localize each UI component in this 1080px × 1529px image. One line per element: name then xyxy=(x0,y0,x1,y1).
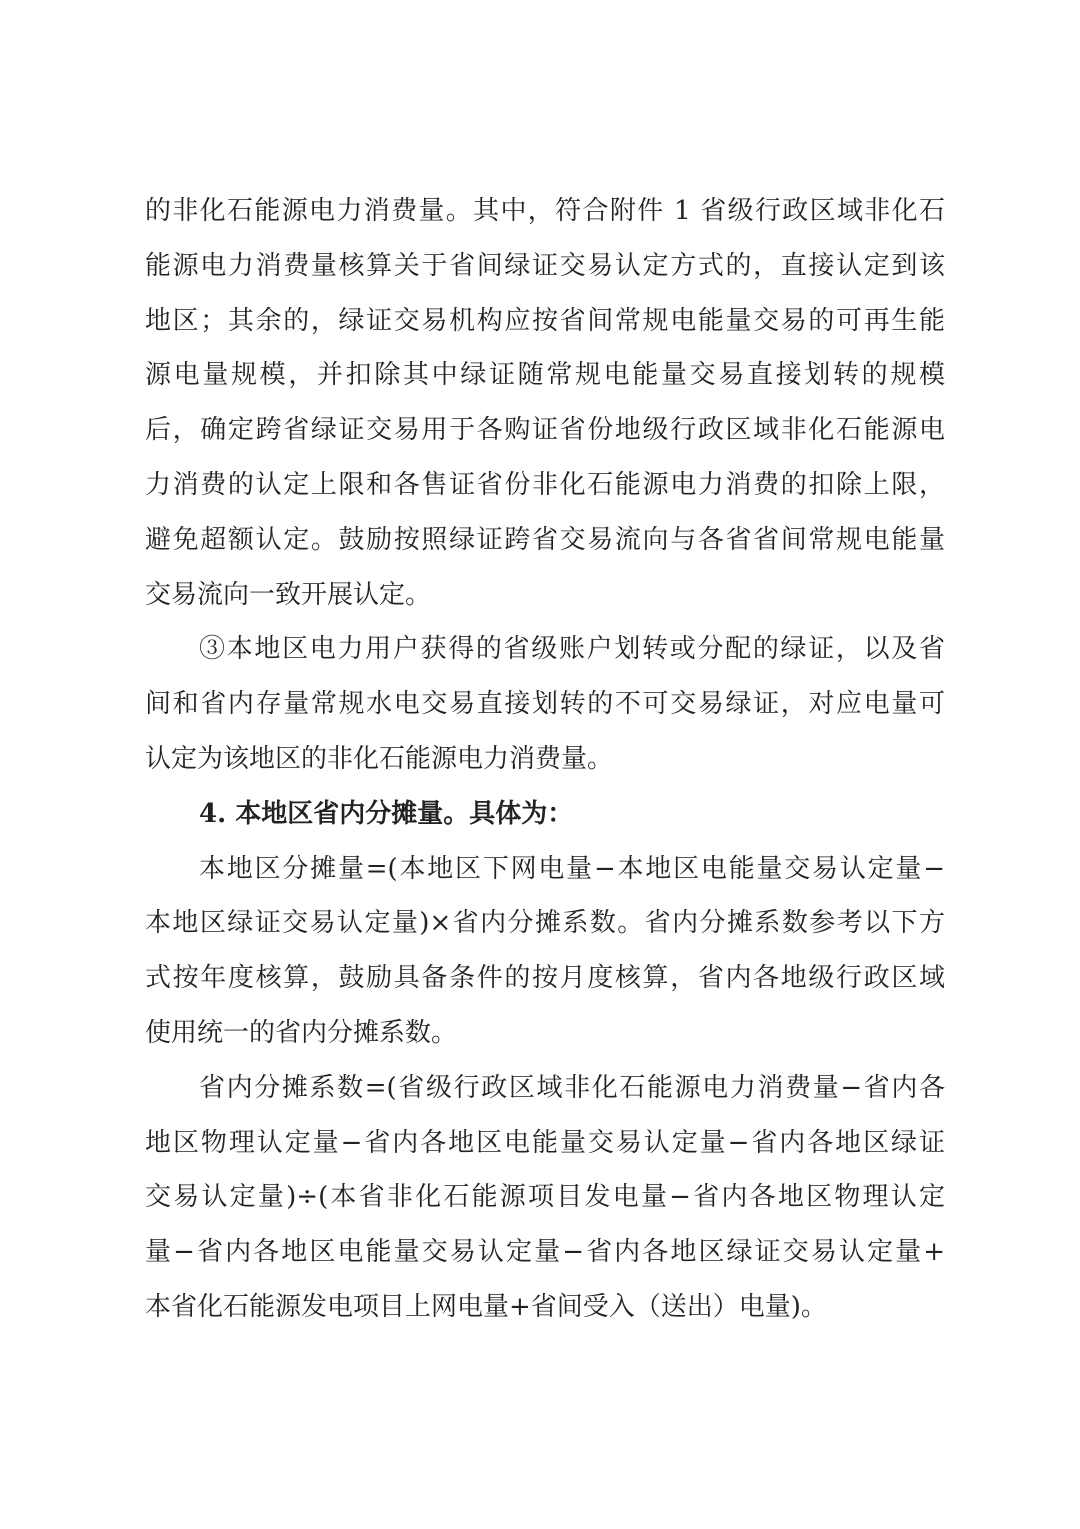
text-line: 本省化石能源发电项目上网电量+省间受入（送出）电量)。 xyxy=(145,1291,827,1322)
text-line: 间和省内存量常规水电交易直接划转的不可交易绿证，对应电量可 xyxy=(145,689,945,720)
text-line: 本地区绿证交易认定量)×省内分摊系数。省内分摊系数参考以下方 xyxy=(145,908,945,939)
text-line: 地区；其余的，绿证交易机构应按省间常规电能量交易的可再生能 xyxy=(145,305,945,336)
text-line: 源电量规模，并扣除其中绿证随常规电能量交易直接划转的规模 xyxy=(145,360,945,391)
text-line: 使用统一的省内分摊系数。 xyxy=(145,1017,458,1048)
text-line: 本地区分摊量=(本地区下网电量−本地区电能量交易认定量− xyxy=(199,853,945,884)
text-line: ③本地区电力用户获得的省级账户划转或分配的绿证，以及省 xyxy=(199,634,945,665)
section-heading: 4. 本地区省内分摊量。具体为： xyxy=(199,798,574,829)
text-line: 能源电力消费量核算关于省间绿证交易认定方式的，直接认定到该 xyxy=(145,250,945,281)
text-line: 力消费的认定上限和各售证省份非化石能源电力消费的扣除上限， xyxy=(145,469,945,500)
text-line: 认定为该地区的非化石能源电力消费量。 xyxy=(145,743,614,774)
text-line: 式按年度核算，鼓励具备条件的按月度核算，省内各地级行政区域 xyxy=(145,963,945,994)
text-line: 交易流向一致开展认定。 xyxy=(145,579,432,610)
text-line: 量−省内各地区电能量交易认定量−省内各地区绿证交易认定量+ xyxy=(145,1237,945,1268)
text-line: 避免超额认定。鼓励按照绿证跨省交易流向与各省省间常规电能量 xyxy=(145,524,945,555)
text-line: 省内分摊系数=(省级行政区域非化石能源电力消费量−省内各 xyxy=(199,1072,945,1103)
text-line: 的非化石能源电力消费量。其中，符合附件 1 省级行政区域非化石 xyxy=(145,196,945,226)
body-text xyxy=(145,184,945,1335)
text-line: 交易认定量)÷(本省非化石能源项目发电量−省内各地区物理认定 xyxy=(145,1182,945,1213)
text-line: 后，确定跨省绿证交易用于各购证省份地级行政区域非化石能源电 xyxy=(145,415,945,446)
text-line: 地区物理认定量−省内各地区电能量交易认定量−省内各地区绿证 xyxy=(145,1127,945,1158)
